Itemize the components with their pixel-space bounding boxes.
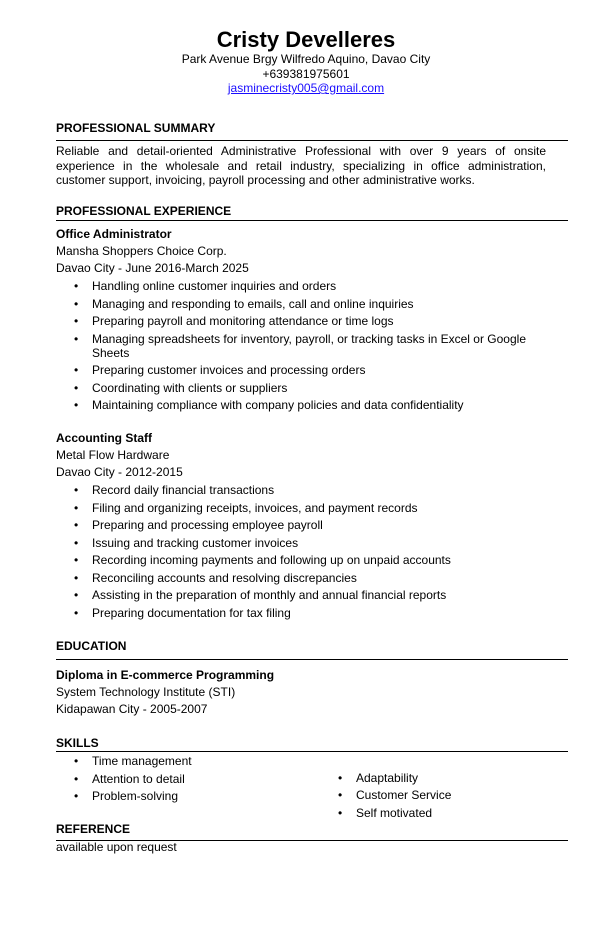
bullet-text: Managing and responding to emails, call and online inquiries — [92, 296, 414, 311]
bullet-icon: • — [74, 588, 79, 603]
list-item — [56, 571, 532, 585]
job-location-dates: Davao City - 2012-2015 — [56, 465, 183, 480]
bullet-text: Preparing and processing employee payroll — [92, 518, 323, 533]
bullet-text: Filing and organizing receipts, invoices, and payment records — [92, 500, 418, 515]
bullet-text: Issuing and tracking customer invoices — [92, 535, 299, 550]
list-item — [56, 381, 532, 395]
bullet-icon: • — [74, 380, 79, 395]
list-item — [56, 553, 532, 567]
school-location-dates: Kidapawan City - 2005-2007 — [56, 702, 208, 717]
job-bullets — [56, 279, 568, 412]
experience-divider — [56, 220, 568, 221]
list-item — [56, 588, 532, 602]
bullet-text: Maintaining compliance with company policies and data confidentiality — [92, 398, 464, 413]
email-link[interactable]: jasminecristy005@gmail.com — [227, 81, 385, 95]
skill-text: Customer Service — [356, 788, 452, 802]
education-entry — [56, 667, 568, 719]
address: Park Avenue Brgy Wilfredo Aquino, Davao City — [181, 52, 431, 66]
bullet-icon: • — [74, 483, 79, 498]
education-heading: EDUCATION — [56, 639, 127, 653]
skill-item — [56, 772, 312, 786]
bullet-icon: • — [74, 789, 79, 803]
list-item — [56, 483, 532, 497]
bullet-icon: • — [74, 754, 79, 768]
degree: Diploma in E-commerce Programming — [56, 667, 275, 682]
bullet-text: Handling online customer inquiries and orders — [92, 279, 337, 294]
skill-item — [56, 789, 312, 803]
education-divider — [56, 659, 568, 660]
skill-text: Time management — [92, 754, 192, 768]
job-title: Accounting Staff — [56, 430, 152, 445]
skill-item — [320, 771, 576, 785]
skill-text: Problem-solving — [92, 789, 179, 803]
list-item — [56, 501, 532, 515]
experience-heading: PROFESSIONAL EXPERIENCE — [56, 204, 232, 218]
bullet-text: Coordinating with clients or suppliers — [92, 380, 288, 395]
bullet-icon: • — [74, 331, 79, 346]
candidate-name: Cristy Develleres — [216, 27, 396, 52]
summary-text: Reliable and detail-oriented Administrative Professional with over 9 years of onsite experience in the wholesale and retail industry, specializing in office administration, customer support, invoicing, payroll processing and other administrative works. — [56, 144, 546, 187]
bullet-text: Record daily financial transactions — [92, 483, 275, 498]
list-item — [56, 332, 532, 360]
bullet-icon: • — [74, 535, 79, 550]
bullet-icon: • — [338, 788, 343, 802]
skill-text: Adaptability — [356, 770, 419, 785]
bullet-icon: • — [74, 771, 79, 786]
bullet-text: Preparing customer invoices and processing orders — [92, 363, 366, 378]
skill-text: Self motivated — [356, 805, 433, 820]
summary-heading: PROFESSIONAL SUMMARY — [56, 121, 216, 135]
list-item — [56, 536, 532, 550]
bullet-icon: • — [338, 770, 343, 785]
phone: +639381975601 — [262, 66, 350, 81]
job-location-dates: Davao City - June 2016-March 2025 — [56, 261, 249, 276]
bullet-icon: • — [74, 363, 79, 378]
bullet-icon: • — [74, 500, 79, 515]
bullet-icon: • — [74, 570, 79, 585]
skill-text: Attention to detail — [92, 771, 185, 786]
bullet-text: Assisting in the preparation of monthly and annual financial reports — [92, 588, 447, 603]
list-item — [56, 297, 532, 311]
bullet-icon: • — [74, 296, 79, 311]
skills-left-column — [56, 754, 316, 807]
bullet-icon: • — [74, 279, 79, 294]
skills-right-column — [320, 771, 580, 824]
bullet-icon: • — [74, 314, 79, 329]
summary-divider — [56, 140, 568, 141]
reference-text: available upon request — [56, 840, 177, 854]
list-item — [56, 314, 532, 328]
job-entry — [56, 226, 568, 416]
skill-item — [320, 788, 576, 802]
job-entry — [56, 430, 568, 624]
bullet-icon: • — [74, 398, 79, 413]
bullet-icon: • — [338, 805, 343, 820]
bullet-icon: • — [74, 553, 79, 568]
list-item — [56, 363, 532, 377]
job-title: Office Administrator — [56, 226, 172, 241]
skills-divider — [56, 751, 568, 752]
bullet-text: Managing spreadsheets for inventory, payroll, or tracking tasks in Excel or Google Sheets — [92, 331, 526, 360]
job-bullets — [56, 483, 568, 620]
bullet-icon: • — [74, 605, 79, 620]
list-item — [56, 279, 532, 293]
list-item — [56, 518, 532, 532]
reference-heading: REFERENCE — [56, 822, 131, 836]
list-item — [56, 606, 532, 620]
skills-heading: SKILLS — [56, 736, 99, 750]
job-company: Metal Flow Hardware — [56, 447, 170, 462]
job-company: Mansha Shoppers Choice Corp. — [56, 243, 227, 258]
list-item — [56, 398, 532, 412]
bullet-text: Preparing documentation for tax filing — [92, 605, 291, 620]
skill-item — [56, 754, 312, 768]
bullet-text: Preparing payroll and monitoring attendance or time logs — [92, 314, 394, 329]
bullet-icon: • — [74, 518, 79, 533]
skill-item — [320, 806, 576, 820]
bullet-text: Recording incoming payments and following up on unpaid accounts — [92, 553, 451, 568]
bullet-text: Reconciling accounts and resolving discrepancies — [92, 570, 357, 585]
school: System Technology Institute (STI) — [56, 684, 236, 699]
